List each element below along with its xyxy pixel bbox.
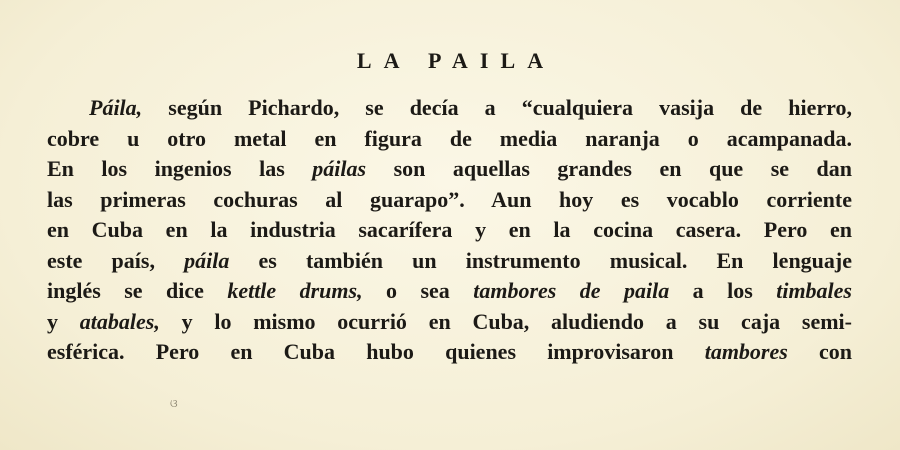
italic-text-run: timbales — [776, 278, 852, 303]
text-run: o sea — [362, 278, 474, 303]
paper-speck: ଓ — [170, 398, 178, 410]
italic-text-run: Páila, — [89, 95, 143, 120]
text-run: son aquellas grandes en que se dan — [366, 156, 852, 181]
text-line — [47, 246, 852, 277]
text-line — [47, 215, 852, 246]
text-line — [47, 185, 852, 216]
text-run: con — [787, 339, 853, 364]
text-run: y lo mismo ocurrió en Cuba, aludiendo a su caja semi- — [159, 308, 852, 334]
text-run: las primeras cochuras al guarapo”. Aun hoy es vocablo corriente — [47, 186, 852, 212]
page-title: LA PAILA — [356, 48, 556, 73]
text-run: este país, — [47, 247, 185, 273]
text-run: inglés se dice — [47, 278, 228, 303]
italic-text-run: páilas — [312, 156, 367, 181]
text-run: esférica. Pero en Cuba hubo quienes improvisaron — [47, 339, 705, 364]
italic-text-run: atabales, — [79, 308, 160, 334]
text-line — [47, 93, 852, 124]
italic-text-run: páila — [184, 247, 230, 273]
text-line — [47, 337, 852, 368]
body-paragraph — [47, 93, 852, 368]
text-run: cobre u otro metal en figura de media naranja o acampanada. — [47, 125, 852, 151]
text-run: es también un instrumento musical. En lenguaje — [229, 247, 853, 273]
text-line — [47, 276, 852, 307]
text-run: a los — [669, 278, 777, 303]
text-run: y — [47, 308, 80, 334]
text-run: en Cuba en la industria sacarífera y en la cocina casera. Pero en — [47, 217, 852, 242]
italic-text-run: tambores — [704, 339, 788, 364]
text-run: En los ingenios las — [47, 156, 313, 181]
text-line — [47, 124, 852, 155]
text-line — [47, 307, 852, 338]
text-line — [47, 154, 852, 185]
italic-text-run: tambores de paila — [473, 278, 670, 303]
text-run: según Pichardo, se decía a “cualquiera vasija de hierro, — [142, 95, 852, 120]
italic-text-run: kettle drums, — [227, 278, 363, 303]
